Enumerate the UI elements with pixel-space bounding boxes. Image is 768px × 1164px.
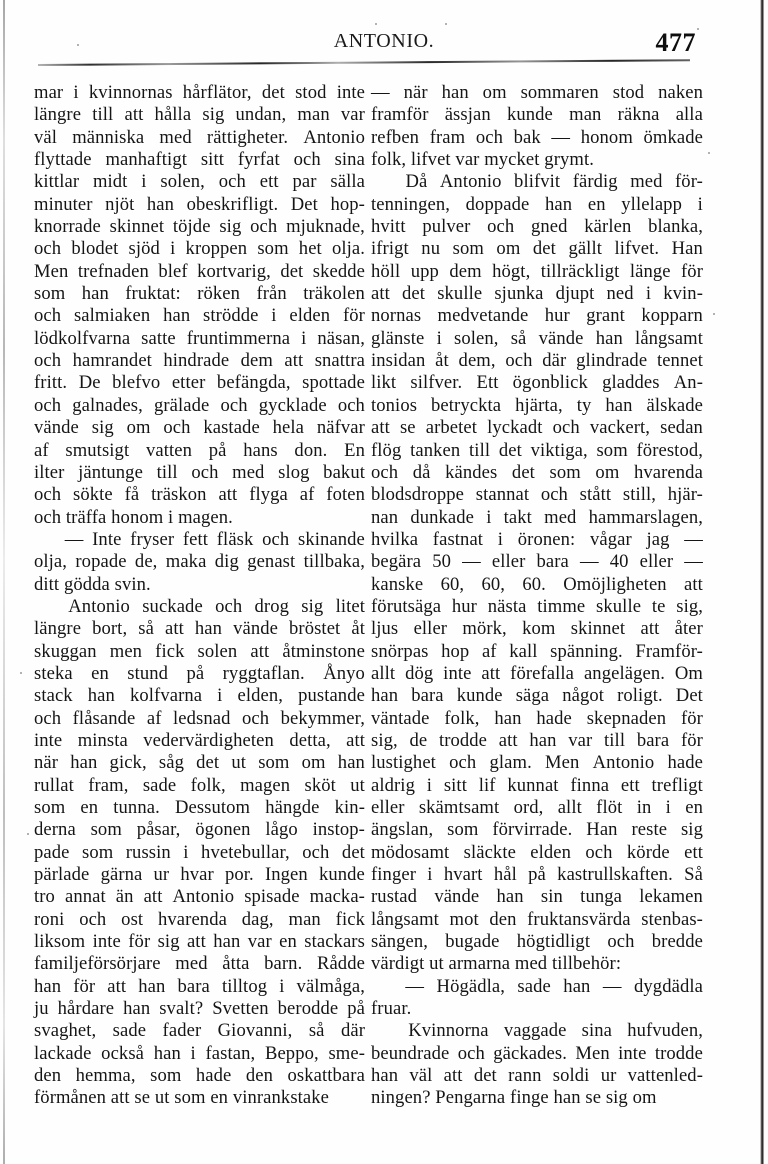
text-line: pärlade gärna ur hvar por. Ingen kunde <box>34 864 365 886</box>
text-line: som han fruktat: röken från träkolen <box>34 283 365 305</box>
text-line: blodsdroppe stannat och stått still, hjär- <box>371 484 703 506</box>
text-line: roni och ost hvarenda dag, man fick <box>34 908 365 930</box>
text-line: refben fram och bak — honom ömkade <box>371 126 703 148</box>
text-line: fritt. De blefvo etter befängda, spottade <box>34 372 365 394</box>
text-line: längre till att hålla sig undan, man var <box>34 104 365 126</box>
text-line: tonios betryckta hjärta, ty han älskade <box>371 394 703 416</box>
text-line: och träffa honom i magen. <box>34 506 233 528</box>
text-line: inte minsta vedervärdigheten detta, att <box>34 729 365 751</box>
text-line: — Högädla, sade han — dygdädla <box>405 975 703 997</box>
scan-speck <box>375 23 377 25</box>
text-line: och salmiaken han strödde i elden för <box>34 305 365 327</box>
text-line: hvitt pulver och gned kärlen blanka, <box>371 216 703 238</box>
text-line: beundrade och gäckades. Men inte trodde <box>371 1042 703 1064</box>
scan-edge-left <box>3 0 5 1164</box>
text-line: sängen, bugade högtidligt och bredde <box>371 931 703 953</box>
text-line: familjeförsörjare med åtta barn. Rådde <box>34 953 365 975</box>
text-line: när han gick, såg det ut som om han <box>34 752 365 774</box>
text-line: begära 50 — eller bara — 40 eller — <box>371 551 703 573</box>
scan-speck <box>27 833 29 835</box>
text-line: olja, ropade de, maka dig genast tillbaka, <box>34 551 365 573</box>
text-line: lustighet och glam. Men Antonio hade <box>371 752 703 774</box>
text-line: nornas medvetande hur grant kopparn <box>371 305 703 327</box>
text-line: insidan åt dem, och där glindrade tennet <box>371 350 703 372</box>
text-line: glänste i solen, så vände han långsamt <box>371 327 703 349</box>
text-line: flög tanken till det viktiga, som förestod, <box>371 439 703 461</box>
text-line: rustad vände han sin tunga lekamen <box>371 886 703 908</box>
text-line: aldrig i sitt lif kunnat finna ett trefligt <box>371 774 703 796</box>
scan-edge-right <box>760 0 764 1164</box>
text-line: Kvinnorna vaggade sina hufvuden, <box>408 1020 703 1042</box>
text-line: ljus eller mörk, kom skinnet att åter <box>371 618 703 640</box>
text-line: tenningen, doppade han en yllelapp i <box>371 193 703 215</box>
text-line: rullat fram, sade folk, magen sköt ut <box>34 774 365 796</box>
text-line: och hamrandet hindrade dem att snattra <box>34 350 365 372</box>
text-line: ängslan, som förvirrade. Han reste sig <box>371 819 703 841</box>
text-line: hvilka fastnat i öronen: vågar jag — <box>371 528 703 550</box>
text-line: lödkolfvarna satte fruntimmerna i näsan, <box>34 327 365 349</box>
text-line: folk, lifvet var mycket grymt. <box>371 149 594 171</box>
text-line: att se arbetet lyckadt och vackert, sedan <box>371 417 703 439</box>
text-line: ditt gödda svin. <box>34 573 151 595</box>
text-line: derna som påsar, ögonen lågo instop- <box>34 819 365 841</box>
text-line: framför ässjan kunde man räkna alla <box>371 104 703 126</box>
text-line: minuter njöt han obeskrifligt. Det hop- <box>34 193 365 215</box>
scan-speck <box>445 23 447 25</box>
text-line: han bara kunde säga något roligt. Det <box>371 685 703 707</box>
text-line: längre bort, så att han vände bröstet åt <box>34 618 365 640</box>
scan-speck <box>713 313 715 315</box>
text-line: ifrigt nu som om det gällt lifvet. Han <box>371 238 703 260</box>
text-line: pade som russin i hvetebullar, och det <box>34 841 365 863</box>
scan-speck <box>20 672 22 674</box>
text-line: Men trefnaden blef kortvarig, det skedde <box>34 260 365 282</box>
text-line: väntade folk, han hade skepnaden för <box>371 707 703 729</box>
text-line: flyttade manhaftigt sitt fyrfat och sina <box>34 149 365 171</box>
text-line: och blodet sjöd i kroppen som het olja. <box>34 238 365 260</box>
text-line: långsamt mot den fruktansvärda stenbas- <box>371 908 703 930</box>
text-line: fruar. <box>371 998 412 1020</box>
text-line: han för att han bara tilltog i välmåga, <box>34 975 365 997</box>
text-line: förutsäga hur nästa timme skulle te sig, <box>371 595 703 617</box>
text-line: höll upp dem högt, tillräckligt länge för <box>371 260 703 282</box>
text-line: och flåsande af ledsnad och bekymmer, <box>34 707 365 729</box>
text-line: som en tunna. Dessutom hängde kin- <box>34 797 365 818</box>
text-line: steka en stund på ryggtaflan. Ånyo <box>34 662 365 684</box>
text-line: och galnades, grälade och gycklade och <box>34 394 365 416</box>
text-line: väl människa med rättigheter. Antonio <box>34 126 365 148</box>
text-line: att det skulle sjunka djupt ned i kvin- <box>371 283 703 305</box>
text-line: kanske 60, 60, 60. Omöjligheten att <box>371 573 703 595</box>
text-line: liksom inte för sig att han var en stackars <box>34 931 365 953</box>
text-line: och då kändes det som om hvarenda <box>371 461 703 483</box>
page-number: 477 <box>655 28 696 57</box>
text-line: kittlar midt i solen, och ett par sälla <box>34 171 365 193</box>
text-line: eller skämtsamt ord, allt flöt in i en <box>371 797 703 818</box>
text-line: han väl att det rann soldi ur vattenled- <box>371 1065 703 1087</box>
text-column-left <box>34 82 365 1110</box>
text-column-right <box>371 82 703 1110</box>
text-line: Antonio suckade och drog sig litet <box>68 595 365 617</box>
text-line: af smutsigt vatten på hans don. En <box>34 439 365 461</box>
text-line: — när han om sommaren stod naken <box>371 82 703 103</box>
text-line: — Inte fryser fett fläsk och skinande <box>64 528 365 550</box>
scan-speck <box>708 152 710 154</box>
text-line: Då Antonio blifvit färdig med för- <box>405 171 703 193</box>
text-line: mar i kvinnornas hårflätor, det stod inte <box>34 82 365 103</box>
text-line: förmånen att se ut som en vinrankstake <box>34 1087 330 1109</box>
text-line: vände sig om och kastade hela näfvar <box>34 417 365 439</box>
text-line: snörpas hop af kall spänning. Framför- <box>371 640 703 662</box>
text-line: skuggan men fick solen att åtminstone <box>34 640 365 662</box>
text-line: finger i hvart hål på kastrullskaften. Så <box>371 864 703 886</box>
text-line: mödosamt släckte elden och körde ett <box>371 841 703 863</box>
running-head-title: ANTONIO. <box>333 30 435 52</box>
text-line: ilter jäntunge till och med slog bakut <box>34 461 365 483</box>
text-line: sig, de trodde att han var till bara för <box>371 729 703 751</box>
text-line: stack han kolfvarna i elden, pustande <box>34 685 365 707</box>
text-line: allt dög inte att förefalla angelägen. Om <box>371 662 703 684</box>
text-line: och sökte få träskon att flyga af foten <box>34 484 365 506</box>
text-line: den hemma, som hade den oskattbara <box>34 1065 365 1087</box>
text-line: lackade också han i fastan, Beppo, sme- <box>34 1042 365 1064</box>
text-line: likt silfver. Ett ögonblick gladdes An- <box>371 372 703 394</box>
text-line: ju hårdare han svalt? Svetten berodde på <box>34 998 365 1020</box>
text-line: ningen? Pengarna finge han se sig om <box>371 1087 657 1109</box>
text-line: knorrade skinnet töjde sig och mjuknade, <box>34 216 365 238</box>
text-line: svaghet, sade fader Giovanni, så där <box>34 1020 365 1042</box>
running-head <box>0 30 768 62</box>
text-line: nan dunkade i takt med hammarslagen, <box>371 506 703 528</box>
text-line: värdigt ut armarna med tillbehör: <box>371 953 622 975</box>
text-line: tro annat än att Antonio spisade macka- <box>34 886 365 908</box>
